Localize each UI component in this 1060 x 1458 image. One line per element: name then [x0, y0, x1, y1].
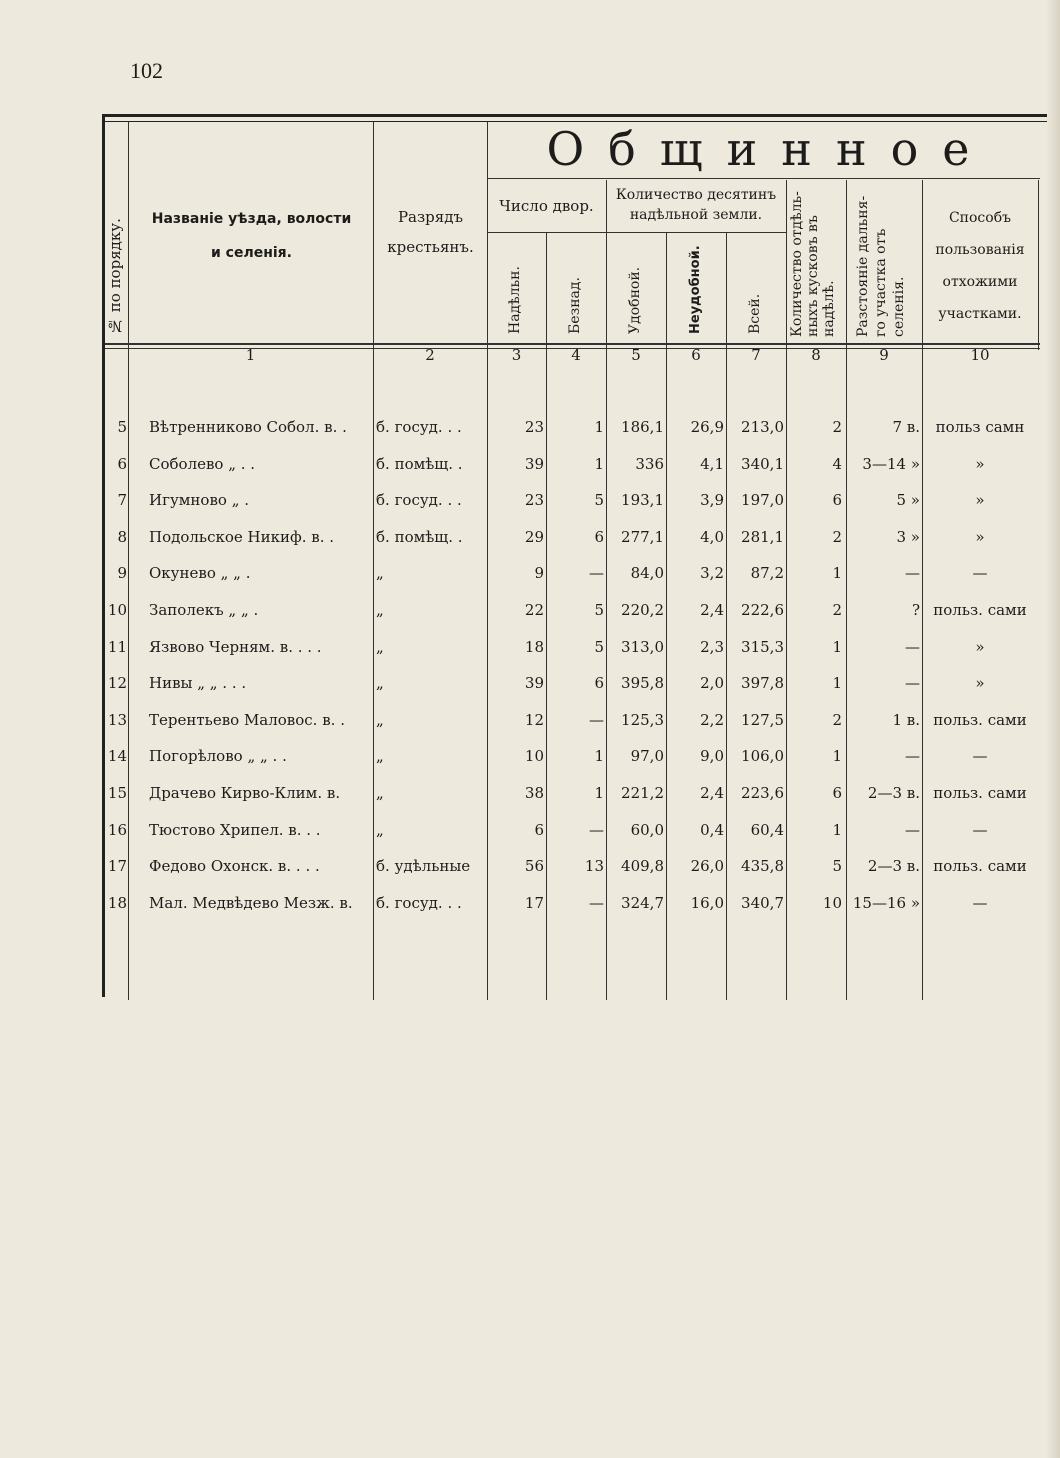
cell-nadel: 9	[534, 564, 544, 582]
cell-udob: 84,0	[630, 564, 664, 582]
cell-name: Игумново „ .	[149, 491, 250, 509]
cell-no: 8	[117, 528, 127, 546]
cell-name: Тюстово Хрипел. в. . .	[149, 821, 321, 839]
cell-category: б. госуд. . .	[376, 894, 462, 912]
col-header-distance-line3: селенія.	[891, 276, 907, 337]
col-header-udob: Удобной.	[627, 266, 643, 334]
section-title: Общинное	[546, 122, 994, 176]
col-line	[846, 180, 847, 1000]
col-header-distance-line2: го участка отъ	[873, 228, 889, 337]
cell-nadel: 17	[524, 894, 544, 912]
cell-udob: 186,1	[621, 418, 664, 436]
group-header-land	[606, 185, 786, 225]
cell-category: „	[376, 711, 384, 729]
col-header-pieces-line3: надѣлѣ.	[821, 280, 837, 337]
cell-udob: 409,8	[621, 857, 664, 875]
cell-neudob: 3,9	[700, 491, 724, 509]
col-header-vsey: Всей.	[747, 293, 763, 334]
cell-nadel: 6	[534, 821, 544, 839]
cell-name: Подольское Никиф. в. .	[149, 528, 335, 546]
cell-vsey: 223,6	[741, 784, 784, 802]
cell-category: „	[376, 601, 384, 619]
cell-udob: 336	[635, 455, 664, 473]
cell-beznad: 13	[584, 857, 604, 875]
column-number: 10	[970, 346, 990, 364]
cell-method: »	[975, 674, 985, 692]
cell-distance: —	[905, 564, 920, 582]
cell-category: „	[376, 638, 384, 656]
cell-distance: —	[905, 821, 920, 839]
header-line	[105, 343, 1040, 345]
cell-kuski: 2	[832, 711, 842, 729]
cell-no: 15	[107, 784, 127, 802]
cell-beznad: 5	[594, 638, 604, 656]
cell-nadel: 18	[524, 638, 544, 656]
cell-distance: 3—14 »	[862, 455, 920, 473]
cell-kuski: 6	[832, 491, 842, 509]
cell-vsey: 197,0	[741, 491, 784, 509]
cell-vsey: 60,4	[750, 821, 784, 839]
col-header-name-line2: и селенія.	[210, 245, 292, 261]
cell-no: 14	[107, 747, 127, 765]
cell-category: б. госуд. . .	[376, 491, 462, 509]
col-header-pieces	[788, 182, 844, 340]
col-header-method-line3: отхожими	[942, 274, 1018, 290]
cell-name: Окунево „ „ .	[149, 564, 251, 582]
cell-beznad: 5	[594, 491, 604, 509]
cell-no: 9	[117, 564, 127, 582]
cell-neudob: 0,4	[700, 821, 724, 839]
top-rule	[102, 114, 1047, 117]
cell-udob: 313,0	[621, 638, 664, 656]
cell-method: польз. сами	[933, 857, 1027, 875]
cell-beznad: 6	[594, 528, 604, 546]
column-number: 1	[245, 346, 256, 364]
cell-neudob: 2,0	[700, 674, 724, 692]
cell-vsey: 106,0	[741, 747, 784, 765]
cell-neudob: 16,0	[690, 894, 724, 912]
cell-neudob: 2,3	[700, 638, 724, 656]
cell-method: —	[972, 747, 988, 765]
column-number: 5	[631, 346, 641, 364]
header-line	[487, 232, 786, 233]
column-number: 7	[751, 346, 761, 364]
cell-kuski: 2	[832, 418, 842, 436]
cell-method: польз. сами	[933, 601, 1027, 619]
cell-neudob: 9,0	[700, 747, 724, 765]
cell-beznad: —	[589, 821, 604, 839]
cell-nadel: 23	[524, 418, 544, 436]
cell-nadel: 10	[524, 747, 544, 765]
column-number: 6	[691, 346, 701, 364]
col-header-method	[922, 202, 1038, 330]
cell-distance: 1 в.	[892, 711, 920, 729]
col-header-nadel: Надѣльн.	[507, 266, 523, 334]
cell-no: 12	[107, 674, 127, 692]
cell-no: 11	[107, 638, 127, 656]
cell-udob: 277,1	[621, 528, 664, 546]
cell-distance: 2—3 в.	[867, 784, 920, 802]
cell-vsey: 127,5	[741, 711, 784, 729]
cell-vsey: 87,2	[750, 564, 784, 582]
col-header-number: № по порядку.	[106, 218, 124, 335]
cell-udob: 97,0	[630, 747, 664, 765]
cell-no: 7	[117, 491, 127, 509]
cell-beznad: 5	[594, 601, 604, 619]
col-line	[606, 180, 607, 1000]
group-header-land-line2: надѣльной земли.	[629, 207, 763, 223]
cell-beznad: 1	[594, 784, 604, 802]
cell-vsey: 315,3	[741, 638, 784, 656]
cell-beznad: 1	[594, 747, 604, 765]
cell-method: »	[975, 491, 985, 509]
cell-kuski: 10	[822, 894, 842, 912]
column-number: 4	[571, 346, 581, 364]
cell-kuski: 1	[832, 674, 842, 692]
cell-distance: —	[905, 638, 920, 656]
col-header-category	[374, 202, 487, 262]
cell-nadel: 22	[524, 601, 544, 619]
cell-vsey: 340,1	[741, 455, 784, 473]
cell-neudob: 2,4	[700, 784, 724, 802]
column-number: 2	[425, 346, 435, 364]
cell-category: б. госуд. . .	[376, 418, 462, 436]
cell-name: Соболево „ . .	[149, 455, 256, 473]
cell-no: 16	[107, 821, 127, 839]
column-number: 9	[879, 346, 889, 364]
cell-no: 5	[117, 418, 127, 436]
cell-nadel: 56	[524, 857, 544, 875]
cell-method: польз. сами	[933, 711, 1027, 729]
cell-distance: 15—16 »	[852, 894, 920, 912]
cell-nadel: 29	[524, 528, 544, 546]
cell-kuski: 2	[832, 601, 842, 619]
cell-name: Погорѣлово „ „ . .	[149, 747, 287, 765]
cell-kuski: 2	[832, 528, 842, 546]
cell-method: польз самн	[935, 418, 1025, 436]
column-number: 3	[511, 346, 522, 364]
cell-method: —	[972, 821, 988, 839]
scan-edge	[1046, 0, 1060, 1458]
col-header-method-line2: пользованія	[935, 242, 1025, 258]
cell-vsey: 397,8	[741, 674, 784, 692]
group-header-households: Число двор.	[499, 197, 594, 215]
cell-method: —	[972, 564, 988, 582]
cell-kuski: 1	[832, 821, 842, 839]
cell-name: Вѣтренниково Собол. в. .	[149, 418, 347, 436]
cell-udob: 395,8	[621, 674, 664, 692]
cell-neudob: 2,2	[700, 711, 724, 729]
cell-neudob: 26,9	[690, 418, 724, 436]
cell-category: „	[376, 564, 384, 582]
cell-category: б. помѣщ. .	[376, 528, 463, 546]
cell-vsey: 435,8	[741, 857, 784, 875]
cell-distance: 3 »	[896, 528, 920, 546]
page-number: 102	[130, 58, 163, 83]
cell-nadel: 12	[524, 711, 544, 729]
cell-kuski: 4	[832, 455, 842, 473]
cell-nadel: 39	[524, 455, 544, 473]
cell-udob: 60,0	[630, 821, 664, 839]
cell-distance: 5 »	[896, 491, 920, 509]
cell-beznad: 6	[594, 674, 604, 692]
cell-name: Заполекъ „ „ .	[149, 601, 259, 619]
col-header-distance	[852, 182, 920, 340]
cell-no: 10	[107, 601, 127, 619]
cell-distance: ?	[911, 601, 920, 619]
cell-beznad: —	[589, 711, 604, 729]
cell-beznad: 1	[594, 418, 604, 436]
cell-method: »	[975, 638, 985, 656]
col-line	[1038, 180, 1039, 350]
col-header-method-line4: участками.	[938, 306, 1022, 322]
col-header-pieces-line2: ныхъ кусковъ въ	[805, 215, 821, 337]
cell-vsey: 222,6	[741, 601, 784, 619]
cell-kuski: 5	[832, 857, 842, 875]
col-header-method-line1: Способъ	[948, 210, 1012, 226]
cell-kuski: 6	[832, 784, 842, 802]
cell-beznad: 1	[594, 455, 604, 473]
col-header-distance-line1: Разстояніе дальня-	[855, 195, 871, 337]
cell-vsey: 340,7	[741, 894, 784, 912]
cell-name: Мал. Медвѣдево Мезж. в.	[149, 894, 353, 912]
cell-no: 17	[107, 857, 127, 875]
col-header-neudob: Неудобной.	[688, 245, 703, 334]
cell-no: 13	[107, 711, 127, 729]
cell-kuski: 1	[832, 564, 842, 582]
cell-vsey: 281,1	[741, 528, 784, 546]
cell-name: Терентьево Маловос. в. .	[149, 711, 345, 729]
cell-nadel: 38	[524, 784, 544, 802]
cell-method: польз. сами	[933, 784, 1027, 802]
cell-distance: —	[905, 674, 920, 692]
cell-distance: —	[905, 747, 920, 765]
column-number: 8	[811, 346, 821, 364]
cell-nadel: 23	[524, 491, 544, 509]
cell-udob: 324,7	[621, 894, 664, 912]
cell-nadel: 39	[524, 674, 544, 692]
cell-method: »	[975, 455, 985, 473]
cell-method: »	[975, 528, 985, 546]
col-line	[786, 180, 787, 1000]
cell-category: „	[376, 821, 384, 839]
col-header-name	[130, 202, 373, 270]
cell-name: Нивы „ „ . . .	[149, 674, 247, 692]
cell-name: Драчево Кирво-Клим. в.	[149, 784, 341, 802]
cell-neudob: 4,0	[700, 528, 724, 546]
cell-distance: 7 в.	[892, 418, 920, 436]
cell-category: „	[376, 674, 384, 692]
cell-udob: 125,3	[621, 711, 664, 729]
cell-neudob: 26,0	[690, 857, 724, 875]
col-header-category-line2: крестьянъ.	[387, 238, 474, 256]
cell-vsey: 213,0	[741, 418, 784, 436]
cell-udob: 221,2	[621, 784, 664, 802]
col-header-category-line1: Разрядъ	[397, 208, 464, 226]
cell-category: б. помѣщ. .	[376, 455, 463, 473]
cell-category: „	[376, 747, 384, 765]
col-line	[128, 122, 129, 1000]
cell-kuski: 1	[832, 747, 842, 765]
cell-no: 18	[107, 894, 127, 912]
cell-beznad: —	[589, 894, 604, 912]
cell-name: Язвово Черням. в. . . .	[149, 638, 322, 656]
cell-distance: 2—3 в.	[867, 857, 920, 875]
cell-kuski: 1	[832, 638, 842, 656]
cell-udob: 220,2	[621, 601, 664, 619]
cell-neudob: 3,2	[700, 564, 724, 582]
cell-name: Федово Охонск. в. . . .	[149, 857, 320, 875]
cell-category: „	[376, 784, 384, 802]
cell-no: 6	[117, 455, 127, 473]
cell-neudob: 2,4	[700, 601, 724, 619]
cell-method: —	[972, 894, 988, 912]
cell-udob: 193,1	[621, 491, 664, 509]
col-header-pieces-line1: Количество отдѣль-	[789, 191, 805, 337]
col-header-beznad: Безнад.	[567, 277, 583, 334]
cell-beznad: —	[589, 564, 604, 582]
group-header-land-line1: Количество десятинъ	[615, 187, 777, 203]
header-line	[487, 178, 1040, 179]
cell-category: б. удѣльные	[376, 857, 471, 875]
col-header-name-line1: Названіе уѣзда, волости	[151, 211, 352, 227]
cell-neudob: 4,1	[700, 455, 724, 473]
